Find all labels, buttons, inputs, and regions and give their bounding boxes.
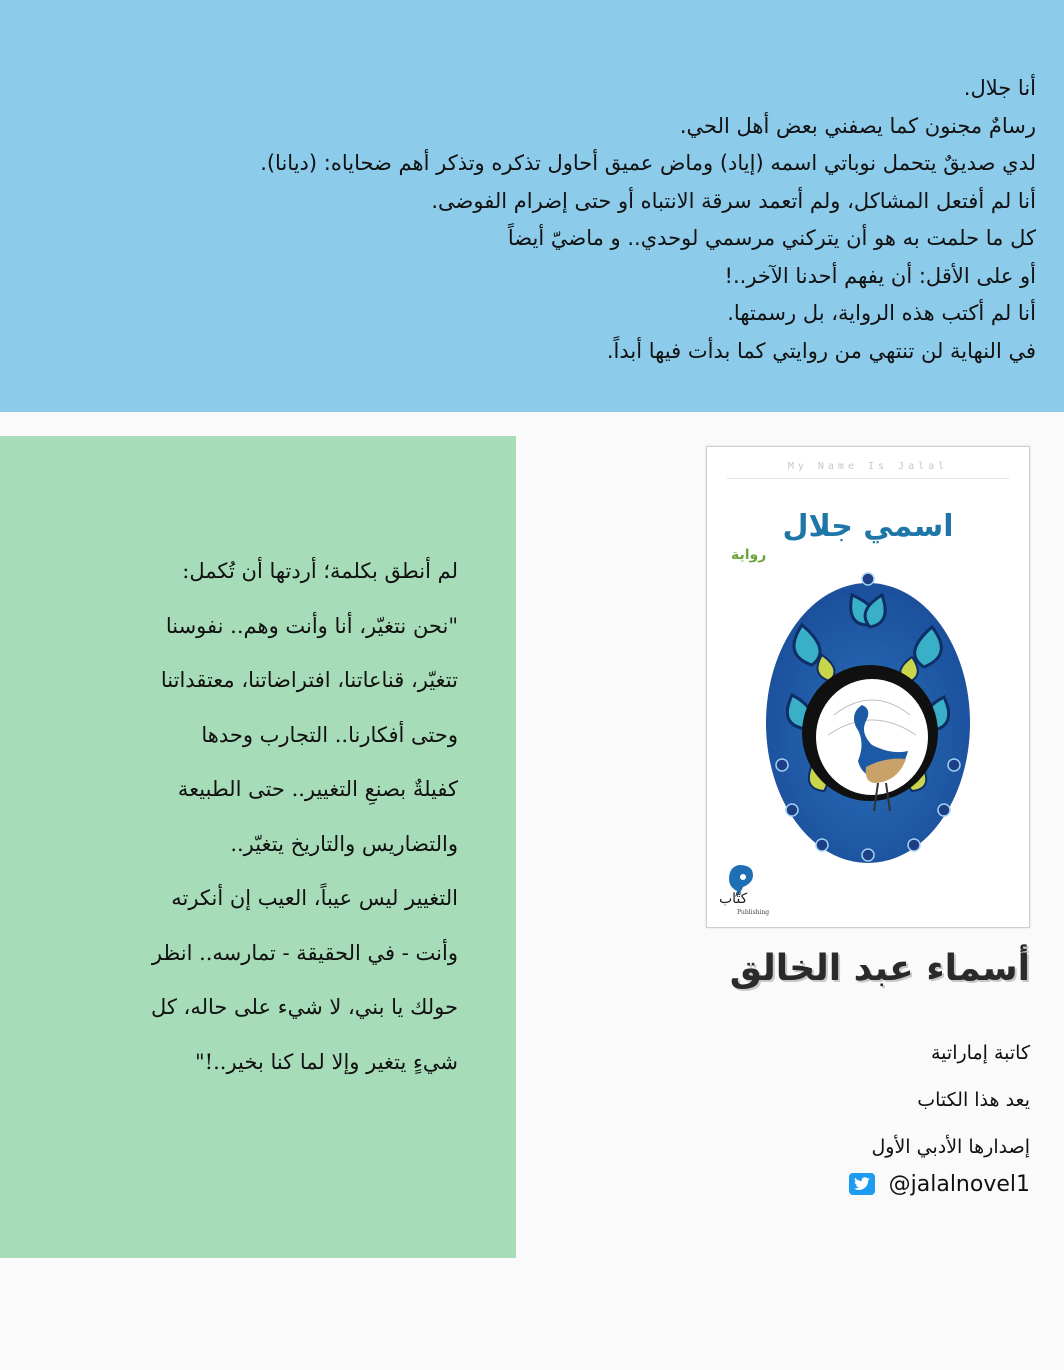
publisher-sub: Publishing [737, 909, 770, 916]
cover-title: اسمي جلال [782, 509, 954, 544]
quote-line: حولك يا بني، لا شيء على حاله، كل [150, 995, 458, 1019]
intro-line: أو على الأقل: أن يفهم أحدنا الآخر..! [724, 263, 1036, 288]
quote-line: وحتى أفكارنا.. التجارب وحدها [201, 722, 458, 747]
publisher-logo [713, 857, 773, 917]
quote-line: وأنت - في الحقيقة - تمارسه.. انظر [151, 940, 458, 965]
quote-line: والتضاريس والتاريخ يتغيّر.. [230, 831, 458, 856]
intro-line: في النهاية لن تنتهي من روايتي كما بدأت فيها أبداً. [606, 338, 1036, 363]
peacock-illustration [762, 565, 974, 867]
cover-series-text: My Name Is Jalal [787, 461, 949, 472]
quote-line: "نحن نتغيّر، أنا وأنت وهم.. نفوسنا [165, 613, 458, 638]
twitter-contact[interactable] [849, 1168, 1030, 1200]
quote-panel [0, 436, 516, 1258]
intro-line: أنا لم أكتب هذه الرواية، بل رسمتها. [727, 301, 1036, 325]
bio-line: كاتبة إماراتية [931, 1042, 1030, 1064]
book-quote [18, 544, 458, 1089]
quote-line: تتغيّر، قناعاتنا، افتراضاتنا، معتقداتنا [160, 668, 458, 692]
quote-line: التغيير ليس عيباً، العيب إن أنكرته [171, 886, 458, 910]
twitter-icon[interactable] [849, 1173, 875, 1195]
bio-line: يعد هذا الكتاب [917, 1089, 1030, 1111]
author-name: أسماء عبد الخالق [729, 948, 1030, 989]
cover-divider [727, 478, 1009, 479]
twitter-handle[interactable]: @jalalnovel1 [888, 1171, 1030, 1197]
cover-genre: رواية [731, 547, 767, 563]
intro-band [0, 0, 1064, 412]
author-bio [871, 1030, 1030, 1171]
intro-text [56, 70, 1036, 370]
book-cover [706, 446, 1030, 928]
publisher-name: كتّاب [719, 891, 748, 907]
quote-line: شيءٍ يتغير وإلا لما كنا بخير..!" [195, 1049, 458, 1074]
intro-line: أنا جلال. [963, 76, 1036, 100]
intro-line: كل ما حلمت به هو أن يتركني مرسمي لوحدي.. و ماضيّ أيضاً [507, 226, 1036, 250]
bio-line: إصدارها الأدبي الأول [871, 1136, 1030, 1158]
intro-line: لدي صديقٌ يتحمل نوباتي اسمه (إياد) وماض عميق أحاول تذكره وتذكر أهم ضحاياه: (ديانا). [260, 151, 1036, 175]
intro-line: أنا لم أفتعل المشاكل، ولم أتعمد سرقة الانتباه أو حتى إضرام الفوضى. [431, 188, 1036, 213]
quote-line: كفيلةٌ بصنعِ التغيير.. حتى الطبيعة [177, 777, 458, 801]
quote-line: لم أنطق بكلمة؛ أردتها أن تُكمل: [182, 559, 458, 583]
intro-line: رسامٌ مجنون كما يصفني بعض أهل الحي. [679, 113, 1036, 138]
bird-icon [853, 1177, 871, 1191]
